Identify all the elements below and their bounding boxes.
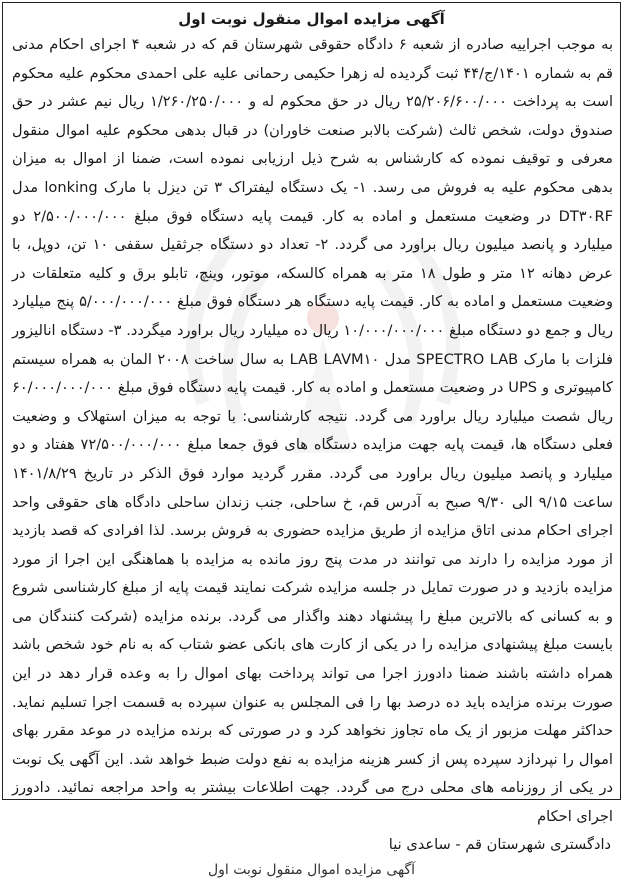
auction-notice bbox=[2, 2, 621, 878]
notice-title: آگهی مزایده اموال منقول نوبت اول bbox=[178, 10, 445, 28]
notice-signature: دادگستری شهرستان قم - ساعدی نیا bbox=[388, 835, 611, 853]
next-notice-title-cutoff: آگهی مزایده اموال منقول نوبت اول bbox=[207, 861, 416, 878]
notice-body: به موجب اجراییه صادره از شعبه ۶ دادگاه حقوقی شهرستان قم که در شعبه ۴ اجرای احکام مدنی قم به شماره ۱۴۰۱/ج/۴۴ ثبت گردیده له زهرا حکیمی رحمانی علیه علی احمدی محکوم علیه محکوم است به پرداخت ۲۵/۲۰۶/۶۰۰/۰۰۰ ریال در حق محکوم له و ۱/۲۶۰/۲۵۰/۰۰۰ ریال نیم عشر در حق صندوق دولت، شخص ثالث (شرکت بالابر صنعت خاوران) در قبال بدهی محکوم علیه اموال منقول معرفی و توقیف نموده که کارشناس به شرح ذیل ارزیابی نموده است، ضمنا از اموال به میزان بدهی محکوم علیه به فروش می رسد. ۱- یک دستگاه لیفتراک ۳ تن دیزل با مارک lonking مدل DT۳۰RF در وضعیت مستعمل و اماده به کار. قیمت پایه دستگاه فوق مبلغ ۲/۵۰۰/۰۰۰/۰۰۰ دو میلیارد و پانصد میلیون ریال براورد می گردد. ۲- تعداد دو دستگاه جرثقیل سقفی ۱۰ تن، دوپل، با عرض دهانه ۱۲ متر و طول ۱۸ متر به همراه کالسکه، موتور، وینچ، تابلو برق و کلیه متعلقات در وضعیت مستعمل و اماده به کار. قیمت پایه دستگاه هر دستگاه فوق مبلغ ۵/۰۰۰/۰۰۰/۰۰۰ پنج میلیارد ریال و جمع دو دستگاه مبلغ ۱۰/۰۰۰/۰۰۰/۰۰۰ ریال ده میلیارد ریال براورد میگردد. ۳- دستگاه انالیزور فلزات با مارک SPECTRO LAB مدل LAB LAVM۱۰ به سال ساخت ۲۰۰۸ المان به همراه سیستم کامپیوتری و UPS در وضعیت مستعمل و اماده به کار. قیمت پایه دستگاه فوق مبلغ ۶۰/۰۰۰/۰۰۰/۰۰۰ ریال شصت میلیارد ریال براورد می گردد. نتیجه کارشناسی: با توجه به میزان استهلاک و وضعیت فعلی دستگاه ها، قیمت پایه جهت مزایده دستگاه های فوق جمعا مبلغ ۷۲/۵۰۰/۰۰۰/۰۰۰ هفتاد و دو میلیارد و پانصد میلیون ریال براورد می گردد. مقرر گردید موارد فوق الذکر در تاریخ ۱۴۰۱/۸/۲۹ ساعت ۹/۱۵ الی ۹/۳۰ صبح به آدرس قم، خ ساحلی، جنب زندان ساحلی دادگاه های حقوقی واحد اجرای احکام مدنی اتاق مزایده از طریق مزایده حضوری به فروش برسد. لذا افرادی که قصد بازدید از مورد مزایده را دارند می توانند در مدت پنج روز مانده به مزایده با هماهنگی این اجرا از مورد مزایده بازدید و در صورت تمایل در جلسه مزایده شرکت نمایند قیمت پایه از مبلغ کارشناسی شروع و به کسانی که بالاترین مبلغ را پیشنهاد دهند واگذار می گردد. برنده مزایده (شرکت کنندگان می بایست مبلغ پیشنهادی مزایده را در یکی از کارت های بانکی عضو شتاب که به نام خود شخص باشد همراه داشته باشند ضمنا دادورز اجرا می تواند پرداخت بهای اموال را به وعده قرار دهد در این صورت برنده مزایده باید ده درصد بها را فی المجلس به عنوان سپرده به قسمت اجرا تسلیم نماید. حداکثر مهلت مزبور از یک ماه تجاوز نخواهد کرد و در صورتی که برنده مزایده در موعد مقرر بهای اموال را نپردازد سپرده پس از کسر هزینه مزایده به نفع دولت ضبط خواهد شد. این آگهی یک نوبت در یکی از روزنامه های محلی درج می گردد. جهت اطلاعات بیشتر به واحد مراجعه نمائید. دادورز اجرای احکام bbox=[12, 36, 614, 826]
